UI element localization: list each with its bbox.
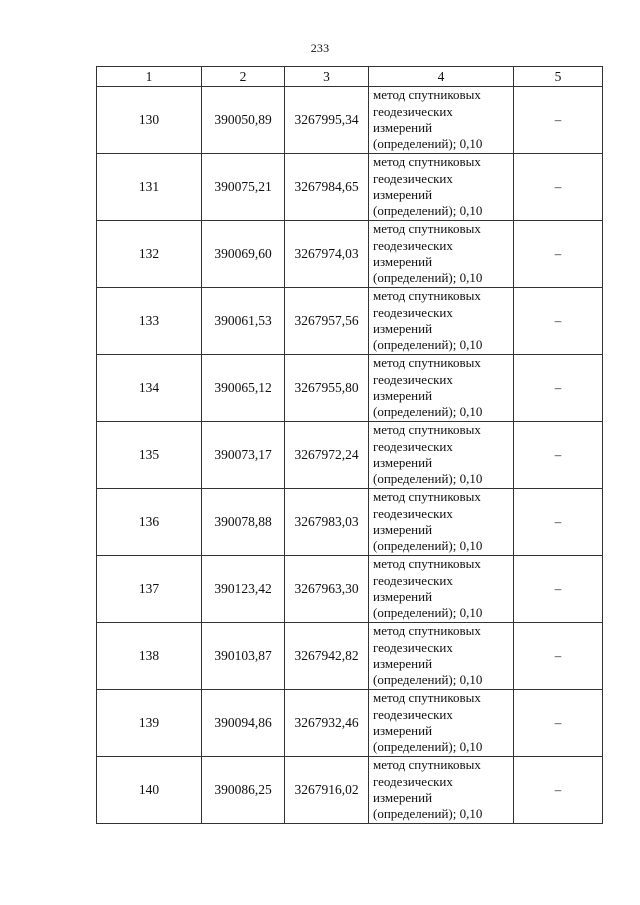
method-text-line: измерений bbox=[373, 589, 433, 604]
method-text-line: геодезических bbox=[373, 773, 453, 789]
method-text-line: измерений bbox=[373, 455, 433, 470]
method-text-line: метод спутниковых bbox=[373, 690, 481, 706]
column-header: 2 bbox=[202, 67, 285, 87]
x-coordinate-cell: 390086,25 bbox=[202, 757, 285, 824]
x-coordinate-cell: 390103,87 bbox=[202, 623, 285, 690]
x-coordinate-cell: 390075,21 bbox=[202, 154, 285, 221]
method-text-line: (определений); 0,10 bbox=[373, 672, 483, 688]
y-coordinate-cell: 3267995,34 bbox=[285, 87, 369, 154]
method-cell bbox=[369, 757, 514, 824]
method-text-line: геодезических bbox=[373, 371, 453, 387]
y-coordinate-cell: 3267955,80 bbox=[285, 355, 369, 422]
method-cell bbox=[369, 556, 514, 623]
point-number-cell: 137 bbox=[97, 556, 202, 623]
x-coordinate-cell: 390123,42 bbox=[202, 556, 285, 623]
method-text-line: (определений); 0,10 bbox=[373, 203, 483, 219]
point-number-cell: 136 bbox=[97, 489, 202, 556]
note-cell: – bbox=[514, 690, 603, 757]
point-number-cell: 130 bbox=[97, 87, 202, 154]
table-body bbox=[97, 87, 603, 824]
method-text-line: измерений bbox=[373, 790, 433, 805]
table-row bbox=[97, 355, 603, 422]
method-text-line: метод спутниковых bbox=[373, 556, 481, 572]
method-text-line: измерений bbox=[373, 388, 433, 403]
method-text-line: геодезических bbox=[373, 103, 453, 119]
x-coordinate-cell: 390050,89 bbox=[202, 87, 285, 154]
x-coordinate-cell: 390065,12 bbox=[202, 355, 285, 422]
note-cell: – bbox=[514, 288, 603, 355]
table-row bbox=[97, 623, 603, 690]
method-text-line: измерений bbox=[373, 120, 433, 135]
point-number-cell: 131 bbox=[97, 154, 202, 221]
method-cell bbox=[369, 221, 514, 288]
method-cell bbox=[369, 690, 514, 757]
method-cell bbox=[369, 288, 514, 355]
coordinates-table bbox=[96, 66, 603, 824]
method-text-line: измерений bbox=[373, 656, 433, 671]
method-text-line: метод спутниковых bbox=[373, 422, 481, 438]
table-row bbox=[97, 154, 603, 221]
method-text-line: метод спутниковых bbox=[373, 489, 481, 505]
y-coordinate-cell: 3267983,03 bbox=[285, 489, 369, 556]
table-row bbox=[97, 288, 603, 355]
point-number-cell: 134 bbox=[97, 355, 202, 422]
method-text-line: измерений bbox=[373, 321, 433, 336]
y-coordinate-cell: 3267974,03 bbox=[285, 221, 369, 288]
method-text-line: геодезических bbox=[373, 639, 453, 655]
y-coordinate-cell: 3267972,24 bbox=[285, 422, 369, 489]
method-text-line: метод спутниковых bbox=[373, 288, 481, 304]
method-text-line: (определений); 0,10 bbox=[373, 404, 483, 420]
column-header: 5 bbox=[514, 67, 603, 87]
table-row bbox=[97, 221, 603, 288]
table-row bbox=[97, 489, 603, 556]
y-coordinate-cell: 3267932,46 bbox=[285, 690, 369, 757]
table-row bbox=[97, 690, 603, 757]
y-coordinate-cell: 3267984,65 bbox=[285, 154, 369, 221]
method-text-line: (определений); 0,10 bbox=[373, 136, 483, 152]
point-number-cell: 133 bbox=[97, 288, 202, 355]
method-text-line: измерений bbox=[373, 522, 433, 537]
table-header-row bbox=[97, 67, 603, 87]
note-cell: – bbox=[514, 221, 603, 288]
method-text-line: геодезических bbox=[373, 505, 453, 521]
x-coordinate-cell: 390061,53 bbox=[202, 288, 285, 355]
x-coordinate-cell: 390094,86 bbox=[202, 690, 285, 757]
method-text-line: метод спутниковых bbox=[373, 623, 481, 639]
table-row bbox=[97, 556, 603, 623]
method-text-line: геодезических bbox=[373, 170, 453, 186]
table-row bbox=[97, 757, 603, 824]
method-text-line: (определений); 0,10 bbox=[373, 605, 483, 621]
method-cell bbox=[369, 489, 514, 556]
method-text-line: геодезических bbox=[373, 304, 453, 320]
y-coordinate-cell: 3267942,82 bbox=[285, 623, 369, 690]
note-cell: – bbox=[514, 355, 603, 422]
y-coordinate-cell: 3267963,30 bbox=[285, 556, 369, 623]
table-row bbox=[97, 422, 603, 489]
x-coordinate-cell: 390073,17 bbox=[202, 422, 285, 489]
table-row bbox=[97, 87, 603, 154]
note-cell: – bbox=[514, 422, 603, 489]
method-cell bbox=[369, 422, 514, 489]
point-number-cell: 139 bbox=[97, 690, 202, 757]
method-cell bbox=[369, 154, 514, 221]
note-cell: – bbox=[514, 489, 603, 556]
y-coordinate-cell: 3267957,56 bbox=[285, 288, 369, 355]
note-cell: – bbox=[514, 154, 603, 221]
method-text-line: измерений bbox=[373, 187, 433, 202]
method-cell bbox=[369, 623, 514, 690]
method-text-line: измерений bbox=[373, 723, 433, 738]
method-text-line: измерений bbox=[373, 254, 433, 269]
method-text-line: (определений); 0,10 bbox=[373, 806, 483, 822]
column-header: 3 bbox=[285, 67, 369, 87]
method-text-line: метод спутниковых bbox=[373, 757, 481, 773]
point-number-cell: 140 bbox=[97, 757, 202, 824]
method-text-line: геодезических bbox=[373, 706, 453, 722]
x-coordinate-cell: 390069,60 bbox=[202, 221, 285, 288]
note-cell: – bbox=[514, 757, 603, 824]
method-text-line: метод спутниковых bbox=[373, 154, 481, 170]
note-cell: – bbox=[514, 87, 603, 154]
method-cell bbox=[369, 355, 514, 422]
note-cell: – bbox=[514, 623, 603, 690]
method-text-line: метод спутниковых bbox=[373, 355, 481, 371]
method-text-line: (определений); 0,10 bbox=[373, 739, 483, 755]
method-text-line: метод спутниковых bbox=[373, 221, 481, 237]
point-number-cell: 138 bbox=[97, 623, 202, 690]
method-text-line: геодезических bbox=[373, 438, 453, 454]
page-number: 233 bbox=[310, 41, 330, 55]
method-text-line: геодезических bbox=[373, 237, 453, 253]
column-header: 4 bbox=[369, 67, 514, 87]
point-number-cell: 135 bbox=[97, 422, 202, 489]
note-cell: – bbox=[514, 556, 603, 623]
method-text-line: (определений); 0,10 bbox=[373, 270, 483, 286]
y-coordinate-cell: 3267916,02 bbox=[285, 757, 369, 824]
method-text-line: (определений); 0,10 bbox=[373, 538, 483, 554]
method-cell bbox=[369, 87, 514, 154]
x-coordinate-cell: 390078,88 bbox=[202, 489, 285, 556]
method-text-line: (определений); 0,10 bbox=[373, 337, 483, 353]
method-text-line: (определений); 0,10 bbox=[373, 471, 483, 487]
point-number-cell: 132 bbox=[97, 221, 202, 288]
column-header: 1 bbox=[97, 67, 202, 87]
method-text-line: геодезических bbox=[373, 572, 453, 588]
method-text-line: метод спутниковых bbox=[373, 87, 481, 103]
